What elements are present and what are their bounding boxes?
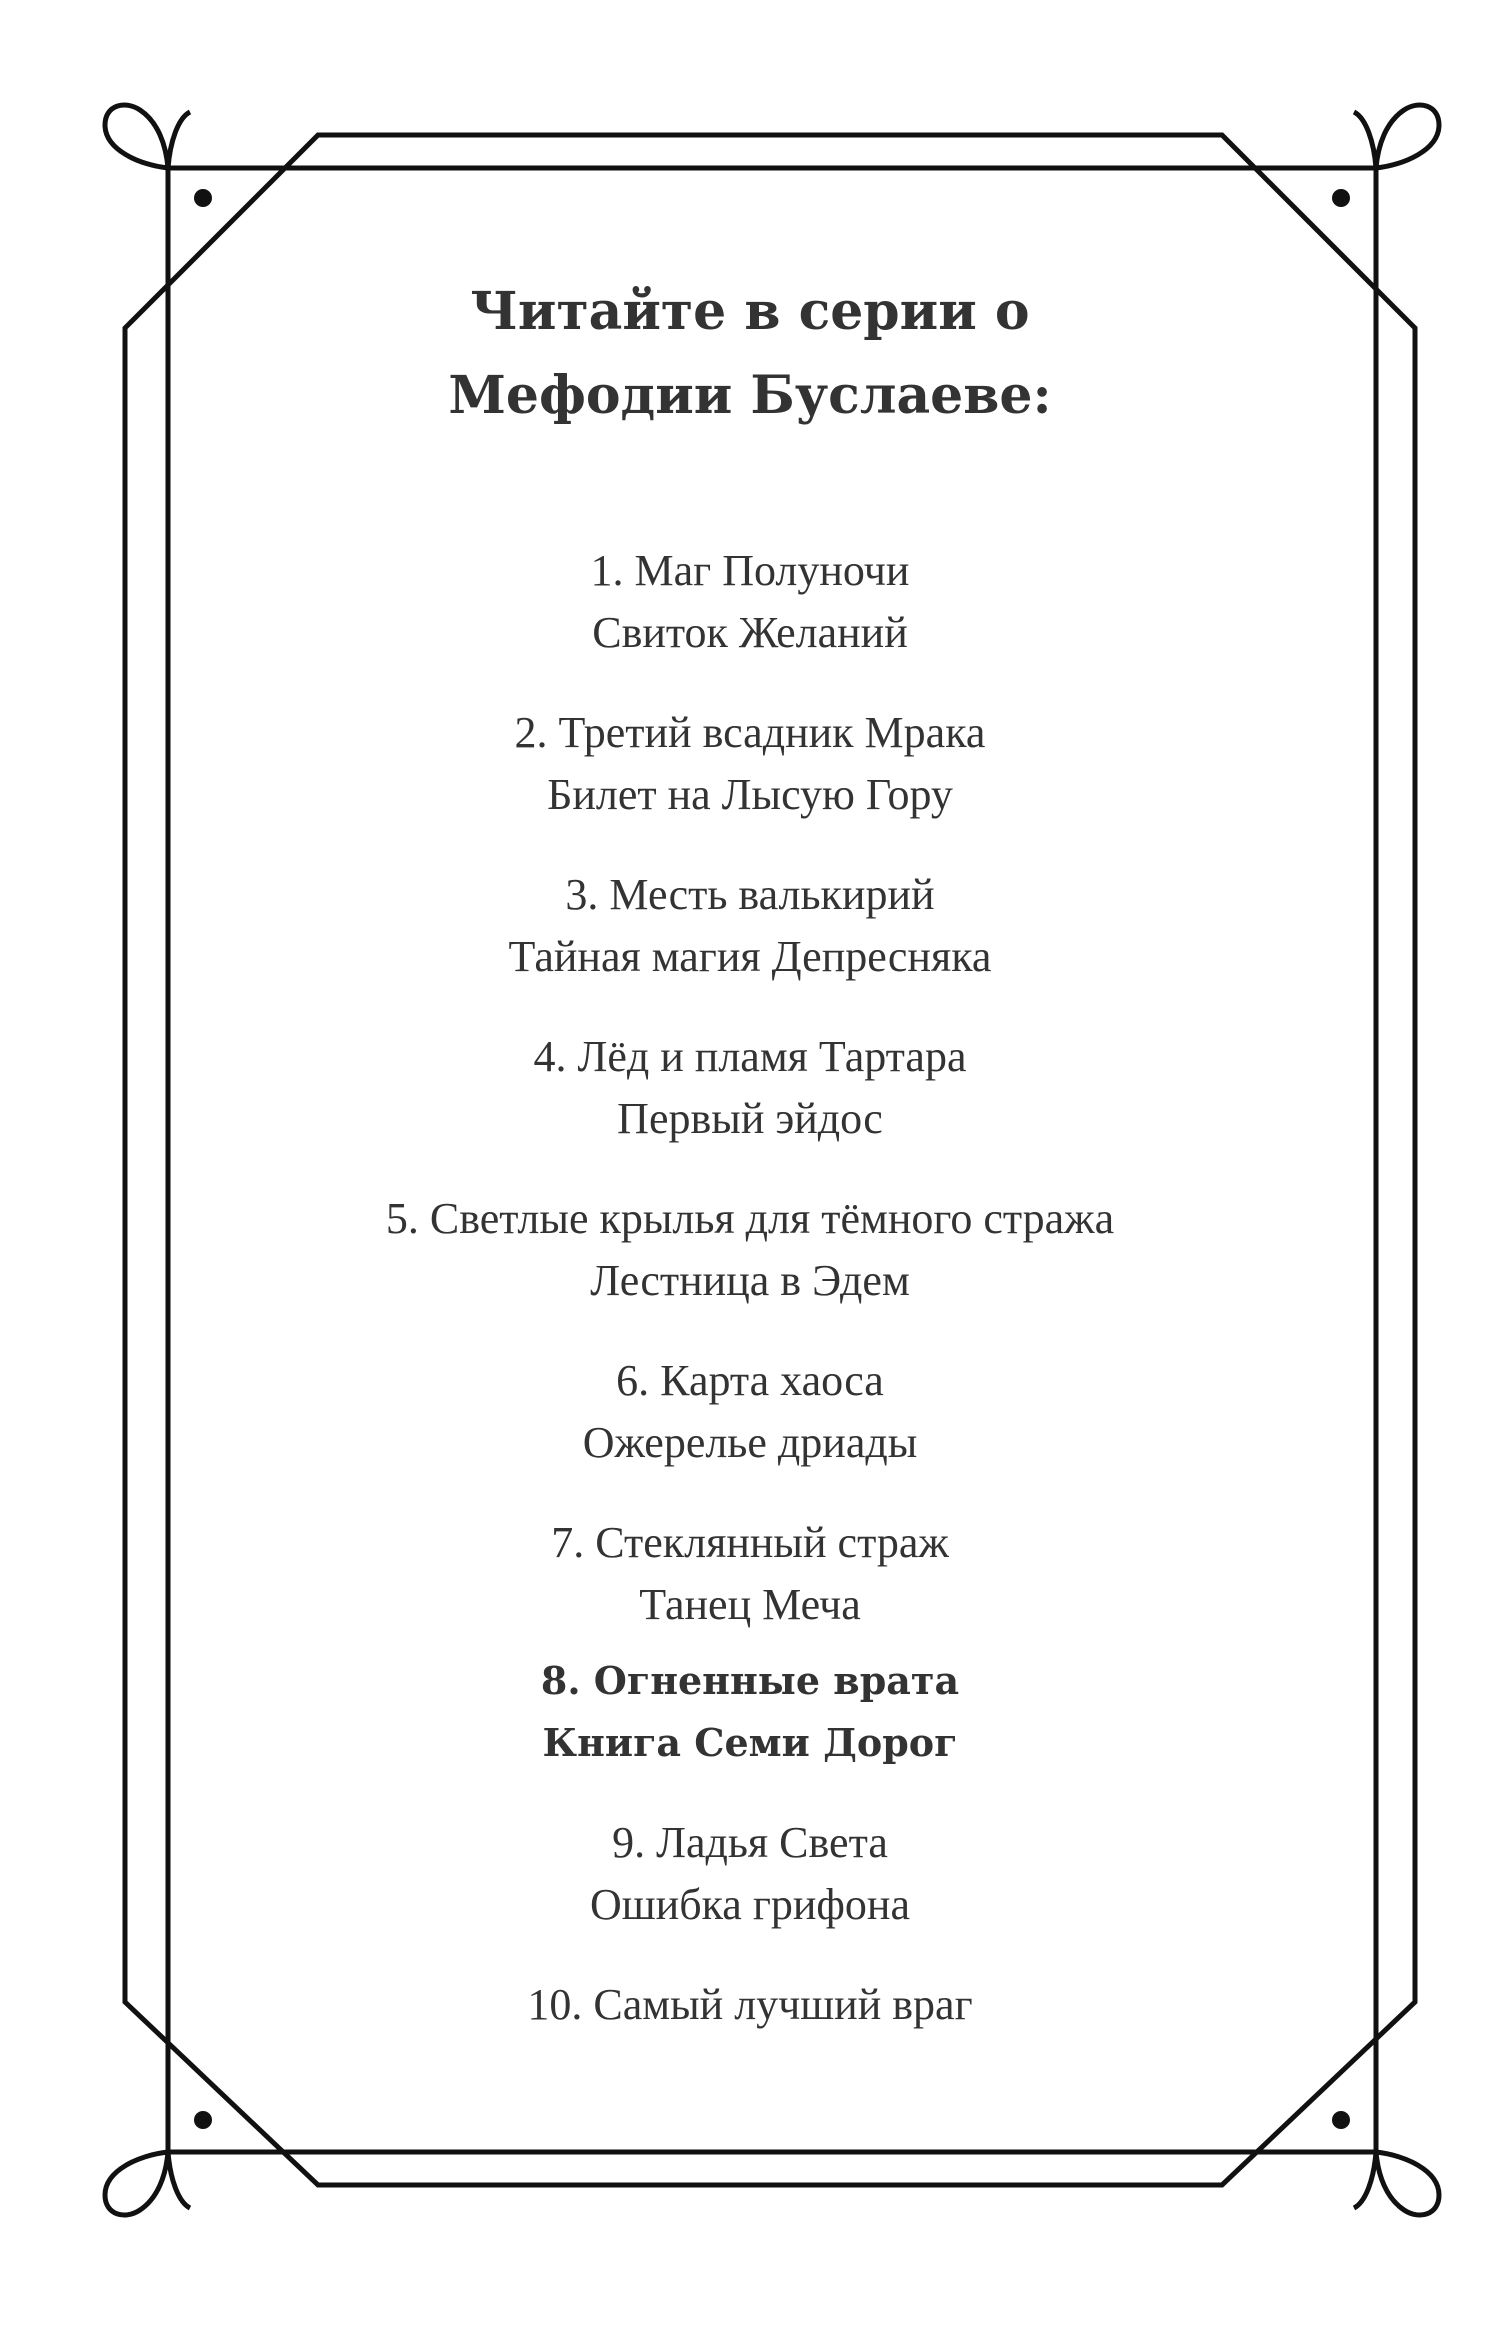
book-title: 8. Огненные врата <box>540 1658 960 1703</box>
book-title: 4. Лёд и пламя Тартара <box>533 1032 967 1081</box>
book-subtitle: Танец Меча <box>639 1580 861 1629</box>
book-entry-10 <box>260 1974 1240 2036</box>
book-entry-7 <box>260 1512 1240 1636</box>
corner-flourish-bottom-right <box>1354 2152 1439 2215</box>
book-subtitle: Ожерелье дриады <box>582 1418 918 1467</box>
corner-flourish-bottom-left <box>105 2152 190 2215</box>
book-entry-6 <box>260 1350 1240 1474</box>
book-title: 3. Месть валькирий <box>565 870 935 919</box>
page-title <box>260 270 1240 438</box>
book-subtitle: Билет на Лысую Гору <box>547 770 953 819</box>
book-entry-9 <box>260 1812 1240 1936</box>
page-title-line-2: Мефодии Буслаеве: <box>448 365 1052 426</box>
book-title: 9. Ладья Света <box>612 1818 888 1867</box>
book-title: 7. Стеклянный страж <box>551 1518 949 1567</box>
book-title: 10. Самый лучший враг <box>527 1980 973 2029</box>
book-entry-4 <box>260 1026 1240 1150</box>
corner-flourish-top-right <box>1354 105 1439 168</box>
book-list <box>260 540 1240 2036</box>
corner-dot-bottom-left <box>194 2111 212 2129</box>
series-list-page <box>260 270 1240 2074</box>
corner-dot-top-right <box>1332 189 1350 207</box>
book-subtitle: Лестница в Эдем <box>590 1256 910 1305</box>
book-title: 6. Карта хаоса <box>616 1356 884 1405</box>
book-entry-1 <box>260 540 1240 664</box>
corner-flourish-top-left <box>105 105 190 168</box>
book-entry-2 <box>260 702 1240 826</box>
book-entry-3 <box>260 864 1240 988</box>
book-entry-8-current <box>260 1650 1240 1774</box>
corner-dot-bottom-right <box>1332 2111 1350 2129</box>
book-title: 5. Светлые крылья для тёмного стража <box>385 1194 1115 1243</box>
book-subtitle: Книга Семи Дорог <box>542 1720 958 1765</box>
corner-dot-top-left <box>194 189 212 207</box>
book-title: 1. Маг Полуночи <box>590 546 910 595</box>
book-entry-5 <box>260 1188 1240 1312</box>
book-subtitle: Первый эйдос <box>617 1094 883 1143</box>
book-subtitle: Ошибка грифона <box>589 1880 910 1929</box>
page-title-line-1: Читайте в серии о <box>470 281 1030 342</box>
book-subtitle: Тайная магия Депресняка <box>508 932 992 981</box>
book-title: 2. Третий всадник Мрака <box>514 708 986 757</box>
book-subtitle: Свиток Желаний <box>592 608 908 657</box>
